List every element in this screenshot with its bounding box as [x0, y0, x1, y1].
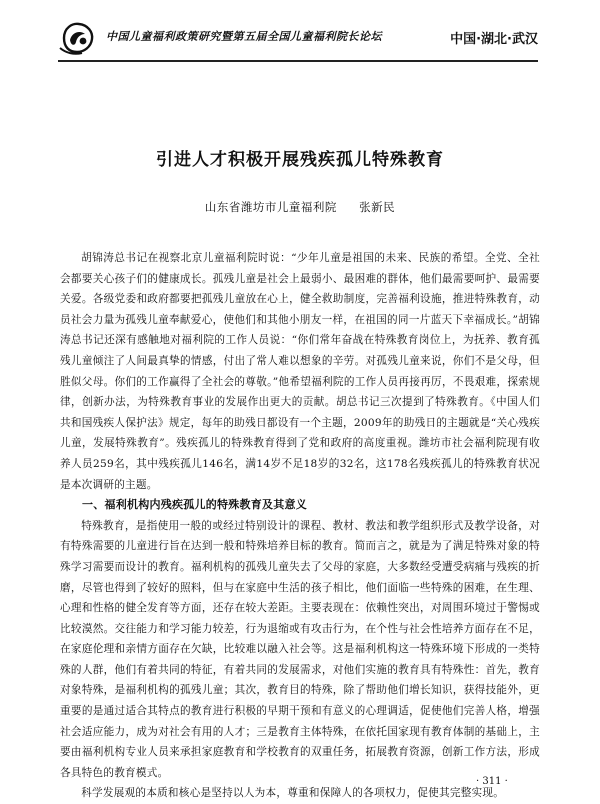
conference-location: 中国·湖北·武汉	[450, 32, 538, 47]
body-paragraph: 胡锦涛总书记在视察北京儿童福利院时说：“少年儿童是祖国的未来、民族的希望。全党、全社会都要关心孩子们的健康成长。孤残儿童是社会上最弱小、最困难的群体，他们最需要呵护、最需要关爱。各级党委和政府都要把孤残儿童放在心上，健全救助制度，完善福利设施，推进特殊教育，动员社会力量为孤残儿童奉献爱心，使他们和其他小朋友一样，在祖国的同一片蓝天下幸福成长。”胡锦涛总书记还深有感触地对福利院的工作人员说：“你们常年奋战在特殊教育岗位上，为抚养、教育孤残儿童倾注了人间最真挚的情感，付出了常人难以想象的辛劳。对孤残儿童来说，你们不是父母，但胜似父母。你们的工作赢得了全社会的尊敬。”他希望福利院的工作人员再接再厉，不畏艰难，探索规律，创新办法，为特殊教育事业的发展作出更大的贡献。胡总书记三次提到了特殊教育。《中国人们共和国残疾人保护法》规定，每年的助残日都设有一个主题，2009年的助残日的主题就是“关心残疾儿童，发展特殊教育”。残疾孤儿的特殊教育得到了党和政府的高度重视。潍坊市社会福利院现有收养人员259名，其中残疾孤儿146名，满14岁不足18岁的32名，这178名残疾孤儿的特殊教育状况是本次调研的主题。	[60, 252, 540, 491]
article-title: 引进人才积极开展残疾孤儿特殊教育	[156, 150, 444, 170]
section-heading: 一、福利机构内残疾孤儿的特殊教育及其意义	[82, 498, 307, 512]
byline	[0, 199, 600, 215]
article-body	[60, 248, 540, 804]
conference-title: 中国儿童福利政策研究暨第五届全国儿童福利院长论坛	[106, 30, 382, 43]
header-divider	[58, 60, 538, 62]
body-paragraph: 科学发展观的本质和核心是坚持以人为本，尊重和保障人的各项权力，促使其完整实现。	[81, 787, 505, 800]
forum-logo-icon	[58, 20, 98, 56]
author-name: 张新民	[359, 200, 396, 214]
author-affiliation: 山东省潍坊市儿童福利院	[204, 200, 337, 214]
body-paragraph: 特殊教育，是指使用一般的或经过特别设计的课程、教材、教法和教学组织形式及教学设备，对有特殊需要的儿童进行旨在达到一般和特殊培养目标的教育。简而言之，就是为了满足特殊对象的特殊学习需要而设计的教育。福利机构的孤残儿童失去了父母的家庭，大多数经受遭受病痛与残疾的折磨，尽管也得到了较好的照料，但与在家庭中生活的孩子相比，他们面临一些特殊的困难，在生理、心理和性格的健全发育等方面，还存在较大差距。主要表现在：依赖性突出，对周围环境过于警惕或比较漠然。交往能力和学习能力较差，行为退缩或有攻击行为，在个性与社会性培养方面存在不足，在家庭伦理和亲情方面存在欠缺，比较难以融入社会等。这是福利机构这一特殊环境下形成的一类特殊的人群，他们有着共同的特征，有着共同的发展需求，对他们实施的教育具有特殊性：首先，教育对象特殊，是福利机构的孤残儿童；其次，教育目的特殊，除了帮助他们增长知识，获得技能外，更重要的是通过适合其特点的教育进行积极的早期干预和有意义的心理调适，促使他们完善人格，增强社会适应能力，成为对社会有用的人才；三是教育主体特殊，在依托国家现有教育体制的基础上，主要由福利机构专业人员来承担家庭教育和学校教育的双重任务，拓展教育资源，创新工作方法，形成各具特色的教育模式。	[60, 519, 540, 779]
page-number: · 311 ·	[476, 776, 508, 787]
page-header	[58, 18, 538, 58]
